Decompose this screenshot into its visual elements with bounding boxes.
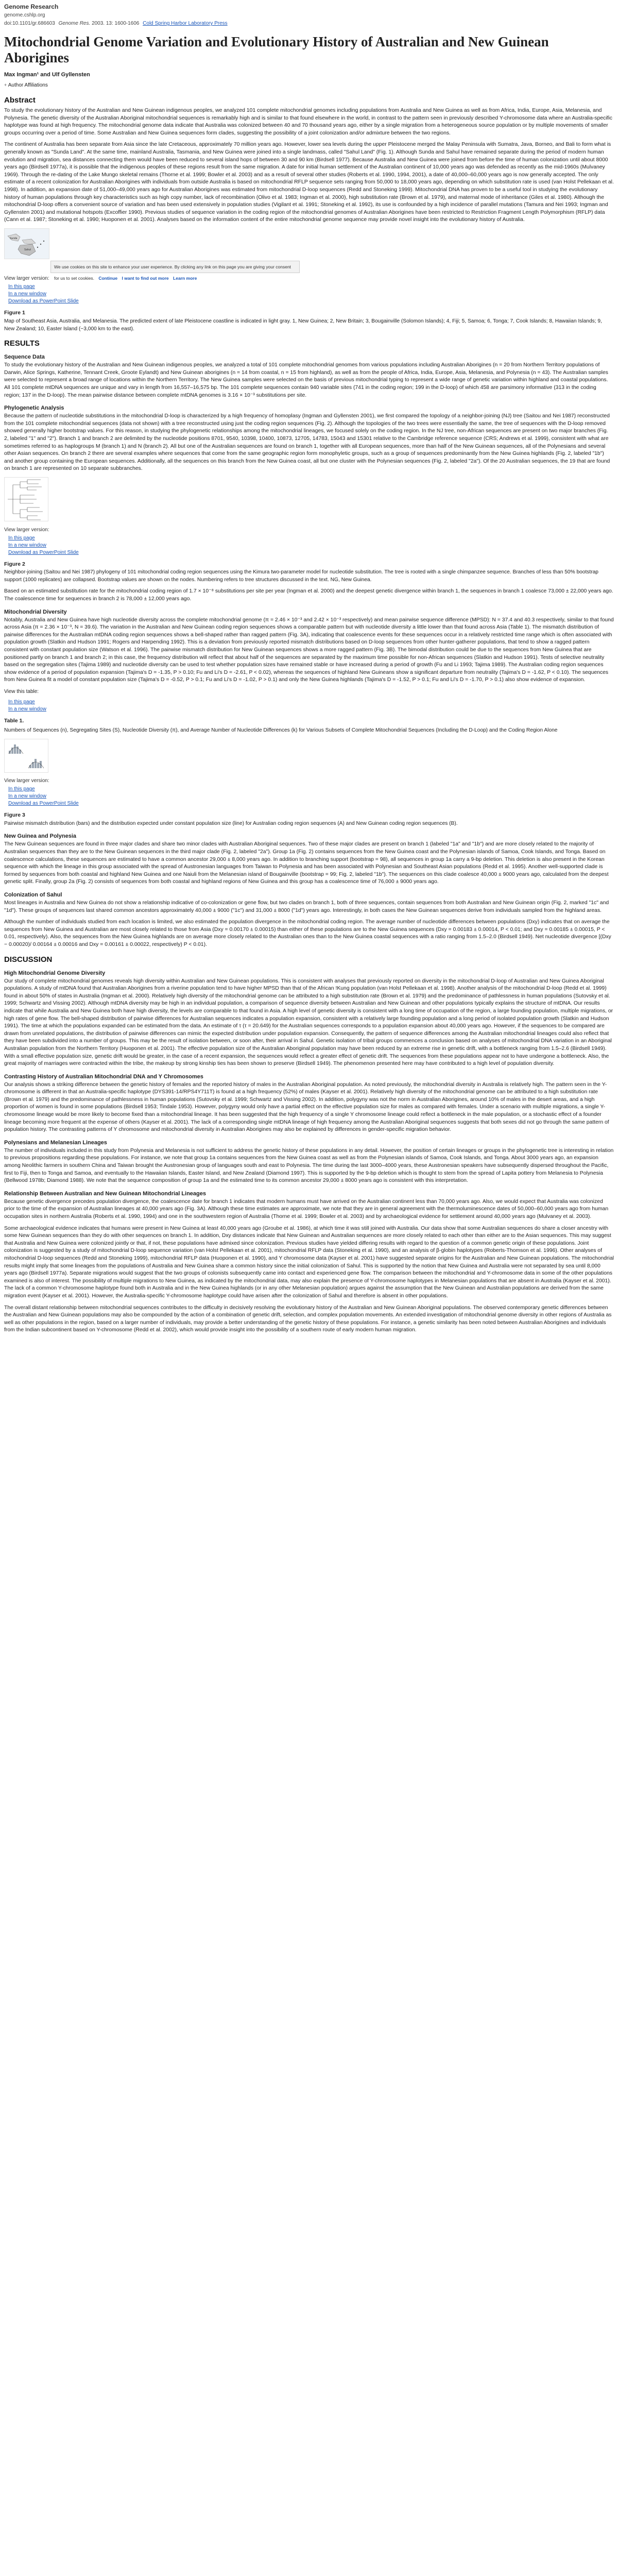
site-url	[4, 12, 614, 20]
author-affiliations-toggle[interactable]	[4, 81, 614, 90]
sequence-data-heading: Sequence Data	[4, 354, 45, 361]
map-label-sunda: Sunda	[10, 236, 18, 240]
relationship-heading: Relationship Between Australian and New Guinean Mitochondrial Lineages	[4, 1190, 206, 1197]
table-1-links	[4, 699, 614, 713]
affiliations-label: Author Affiliations	[8, 82, 48, 89]
map-label-sahul: Sahul	[24, 248, 31, 251]
results-heading: RESULTS	[4, 339, 40, 348]
abstract-heading: Abstract	[4, 95, 36, 105]
doi-text: doi:10.1101/gr.686603	[4, 21, 55, 27]
figure-3-links	[4, 777, 614, 807]
figure-2	[4, 477, 614, 524]
relationship-paragraph-1: Because genetic divergence precedes population divergence, the coalescence date for branch 1 indicates that modern humans must have arrived on the Australian continent less than 70,000 years ago. Also, we would expect that Australia was colonized prior to the time of the expansion of Australian lineages at 40,000 years ago (Fig. 3A). Although these time estimates are approximate, we note that they are in general agreement with the thermoluminescence dates of 50,000–60,000 years ago from human occupation sites in northern Australia (Roberts et al. 1990, 1994) and one in the southwestern region of Australia (Thorne et al. 1999; Bowler et al. 2003) and by archaeological evidence for settlement around 40,000 years ago (Mulvaney et al. 2003).	[4, 1198, 609, 1219]
journal-abbrev: Genome Res.	[58, 21, 91, 27]
cookie-find-out-more-link[interactable]: I want to find out more	[122, 276, 169, 281]
figure-2-links	[4, 527, 614, 556]
new-guinea-polynesia-paragraph: The New Guinean sequences are found in three major clades and share two minor clades with Australian Aboriginal sequences. Two of these major clades are present on branch 1 (labeled "1a" and "1b") and are more closely related to the majority of Australian sequences than they are to the New Guinean sequences in the third major clade (Fig. 2, labeled "2a"). Group 1a (Fig. 2) contains sequences from the New Guinea coast and the Polynesian islands of Samoa, Cook Islands, and Tonga. Based on coalescence calculations, these sequences are estimated to have a common ancestor 29,000 ± 8,000 years ago. In addition to branching support (bootstrap = 98), all sequences in group 1a carry a 9-bp deletion. This deletion is also present in the Korean sequence with which the lineage in this group associated with the spread of Austronesian languages from Taiwan to Polynesia and has been associated with Polynesian and Southeast Asian populations (Redd et al. 1995). Another well-supported clade is formed by sequences from both coastal and highland New Guinea and one Naiuli from the Melanesian island of Bougainville (bootstrap = 99; Fig. 2, labeled "1b"). The sequences on this clade coalesce 40,000 ± 9000 years ago, calculated from the deepest genetic split. Finally, group 2a (Fig. 2) consists of sequences from both coastal and highland regions of New Guinea and this group has a coalescence time of 76,000 ± 9000 years ago.	[4, 841, 609, 885]
cookie-learn-more-link[interactable]: Learn more	[173, 276, 197, 281]
table-1-new-window-link[interactable]: In a new window	[8, 706, 46, 713]
colonization-sahul-paragraph-2: Although the number of individuals studied from each location is limited, we also estimated the population divergence in the mitochondrial coding region. The average number of nucleotide differences between populations (Dxy) indicates that on average the sequences from New Guinea and Australian are most closely related to those from Asia (Dxy = 0.00170 ± 0.00015) than either of these populations are to the New Guinea sequences (Dxy = 0.00183 ± 0.00014, P < 0.01; and Dxy = 0.00185 ± 0.00015, P < 0.01, respectively). Also, the sequences from the New Guinea highlands are on average more closely related to the Australian ones than to the New Guinea coastal sequences with a ratio ranging from 1.5–2.0 (Birdsell 1949). Net nucleotide divergence [(Dxy − 0.00020)/ 0.00164 ± 0.00016 and Dxy = 0.00161 ± 0.00022, respectively) P < 0.01).	[4, 919, 611, 947]
figure-3	[4, 739, 614, 776]
cookie-banner-text: We use cookies on this site to enhance your user experience. By clicking any link on this page you are giving your consent for us to set cookies.	[54, 264, 291, 281]
mitochondrial-diversity-heading: Mitochondrial Diversity	[4, 608, 67, 615]
colonization-sahul-paragraph-1: Most lineages in Australia and New Guinea do not show a relationship indicative of co-colonization or gene flow, but two clades on branch 1, both of three sequences, contain sequences from both Australian and New Guinean origin (Fig. 2, marked "1c" and "1d"). These groups of sequences last shared common ancestors approximately 40,000 ± 9000 ("1c") and 31,000 ± 8000 ("1d") years ago. Interestingly, in both cases the New Guinean sequences derive from individuals sampled from the highland areas.	[4, 900, 609, 913]
phylogenetic-analysis-paragraph: Because the pattern of nucleotide substitutions in the mitochondrial D-loop is characterized by a high frequency of homoplasy (Ingman and Gyllensten 2001), we first compared the topology of a neighbor-joining (NJ) tree (Saitou and Nei 1987) reconstructed from the 101 complete mitochondrial sequences (data not shown) with a tree reconstructed using just the coding region sequences (Fig. 2). Although the topologies of the two trees were essentially the same, the tree of sequences with the D-loop removed showed generally higher bootstrap values. For this reason, in studying the phylogenetic relationships among the mitochondrial lineages, we focused solely on the coding region. In the NJ tree, non-African sequences are present on two major branches (Fig. 2, labeled "1" and "2"). Branch 1 and branch 2 are delimited by the nucleotide positions 8701, 9540, 10398, 10400, 10873, 12705, 14783, 15043 and 15301 relative to the Cambridge reference sequence (CRS; Andrews et al. 1999), consistent with what are sometimes referred to as haplogroups M (branch 1) and N (branch 2). All but one of the Australian sequences are found on branch 1, together with all European sequences, more than half of the New Guinean sequences, all of the Polynesians and several other Asian sequences. On branch 2 there are several examples where sequences that come from the same geographic region form monophyletic groups, such as a group of sequences predominantly from the New Guinea highlands (Fig. 2, labeled "1b") and another group containing the European sequences. Additionally, all the sequences on this branch from the New Guinea coast, all but one cluster with the Polynesian sequences (Fig. 2, labeled "2a"). Of the 20 Australian sequences, the 19 that are found on branch 1 are represented on 10 separate subbranches.	[4, 413, 610, 472]
figure-3-title: Figure 3	[4, 812, 25, 819]
article-title: Mitochondrial Genome Variation and Evolutionary History of Australian and New Guinean Aborigines	[4, 33, 549, 65]
abstract-paragraph: To study the evolutionary history of the Australian and New Guinean indigenous peoples, we analyzed 101 complete mitochondrial genomes including populations from Australia and New Guinea as well as from Africa, India, Europe, Asia, Melanesia, and Polynesia. The genetic diversity of the Australian Aboriginal mitochondrial sequences is remarkably high and is similar to that found elsewhere in the world, in contrast to the pattern seen in previously described Y-chromosome data where an Australia-specific haplotype was found at high frequency. The mitochondrial genome data indicate that Australia was colonized between 40 and 70 thousand years ago, either by a single migration from a heterogeneous source population or by multiple movements of smaller groups occurring over a period of time. Some Australian and New Guinea sequences form clades, suggesting the possibility of a joint colonization and/or admixture between the two regions.	[4, 107, 612, 136]
table-1-caption: Numbers of Sequences (n), Segregating Sites (S), Nucleotide Diversity (π), and Average Number of Nucleotide Differences (k) for Various Subsets of Complete Mitochondrial Sequences (Including the D-Loop) and the Coding Region Alone	[4, 727, 558, 734]
high-diversity-paragraph: Our study of complete mitochondrial genomes reveals high diversity within Australian and New Guinean populations. This is consistent with analyses that previously reported on diversity in the mitochondrial D-loop of Australian and New Guinea Aboriginal populations. A study of mtDNA found that Australian Aborigines from a riverine population tend to have higher MPSD than that of the African !Kung population (van Holst Pellekaan et al. 1998). Another analysis of the mitochondrial D-loop (Redd et al. 1999) found in about 50% of states in Australia (Ingman et al. 2000). Relatively high diversity of the mitochondrial genome can be attributed to a high substitution rate (Brown et al. 1979) and the predominance of pathlessness in human populations (Sutovsky et al. 1999; Schwartz and Vissing 2002). Although mtDNA diversity may be high in an individual population, a comparison of sequence diversity between Australian and New Guinean and other populations typically explains the structure of mtDNA. Our results indicate that while Australia and New Guinea both have high diversity, the levels are comparable to that found in Asia. A high level of genetic diversity is consistent with a long time of occupation of the region, a large founding population, multiple migrations, or high rates of gene flow. The bell-shaped distribution of pairwise differences for Australian sequences indicates a population expansion, consistent with a relatively large founding population and a long period of isolated population growth (Slatkin and Hudson 1991). The time at which the populations expanded can be estimated from the data. An estimate of τ (τ = 20.649) for the Australian sequences corresponds to a population expansion about 40,000 years ago. However, if the sequences to be compared are drawn from unrelated populations, the distribution of pairwise differences can mimic the expected distribution under population expansion. Consequently, the pattern of sequence differences among the Australian mitochondrial lineages could also reflect that they have been subdivided into a number of groups. This may be the result of isolation between, or soon after, their arrival in Sahul. Genetic isolation of tribal groups commences a conclusion based on analyses of mitochondrial DNA variation in an Aboriginal Australian population from the Northern Territory (Huoponen et al. 2001). The effective population size of the Australian Aboriginal population may have been reduced by an extreme rise in genetic drift, with a bottleneck ranging from 1.5–2.6 (Birdsell 1949). With a small effective population size, genetic drift would be greater, in the case of a recent expansion, the sequences would reflect a greater effect of genetic drift. The sequences from these populations appear not to have undergone a bottleneck. Also, the great majority of marriages were contracted within the tribe, the makeup by strong kinship ties has been shown to preserve (Birdsell 1949). The phenomenon presented here may have contributed to a high level of population diversity.	[4, 978, 613, 1067]
relationship-paragraph-2: Some archaeological evidence indicates that humans were present in New Guinea at least 40,000 years ago (Groube et al. 1986), at which time it was still joined with Australia. Our data show that some Australian sequences do share a closer ancestry with some New Guinean sequences than they do with other sequences on branch 1. In addition, Dxy distances indicate that New Guinean and Australian sequences are more closely related to each other than either are to the Asian sequences. This may suggest that Australia and New Guinea were colonized jointly or that, if not, these populations have admixed since colonization. Previous studies have yielded differing results with regard to the question of a common genetic origin of these populations. Joint colonization is suggested by a study of mitochondrial D-loop sequence variation (van Holst Pellekaan et al. 2001), mitochondrial RFLP data (Stoneking et al. 1990), and an analysis of β-globin haplotypes (Roberts-Thomson et al. 1996). Other analyses of mitochondrial D-loop sequences (Redd and Stoneking 1999), mitochondrial RFLP data (Huoponen et al. 1990), and Y chromosome data (Kayser et al. 2001) have suggested separate origins for the Australian and New Guinean populations. The mitochondrial results might imply that some lineages from the populations of Australia and New Guinea share a common history since the initial colonization of Sahul. This is supported by the notion that New Guinea and Australia were not separated by sea until 8,000 years ago (Birdsell 1977a). Separate migrations would suggest that the two groups of colonists subsequently came into contact and experienced gene flow. The comparison between the mitochondrial and Y-chromosome data in some of the other populations examined is also of interest. The possibility of multiple migrations to New Guinea, as indicated by the mitochondrial data, may also explain the presence of Y-chromosome haplotypes in Melanesian populations that are absent in Australia (Kayser et al. 2001). The lack of a common Y-chromosome haplotype found both in Australia and in the New Guinea highlands (or in any other Melanesian population) argues against the assumption that the New Guinean and Australian populations are derived from the same migration event (Kayser et al. 2001). However, the Australia-specific Y-chromosome haplotype could have arisen after the colonization of Sahul and therefore is absent in other populations.	[4, 1225, 614, 1299]
relationship-paragraph-3: The overall distant relationship between mitochondrial sequences contributes to the difficulty in decisively resolving the evolutionary history of the Australian and New Guinean Aboriginal populations. The observed contemporary genetic differences between the Australian and New Guinean populations may also be compounded by the action of a combination of genetic drift, selection, and complex population movements. An extended investigation of mitochondrial genome diversity in other regions of Australia as well as other populations in the region, based on a larger number of individuals, may provide a better understanding of the genetic history of these populations. For instance, a genetic similarity has been noted between Australian Aborigines and individuals from the Indian subcontinent based on Y-chromosome (Redd et al. 2002), which would provide insight into the possibility of a southern route of early modern human migration.	[4, 1304, 612, 1333]
figure-1-map-image[interactable]	[4, 228, 49, 259]
polynesians-paragraph: The number of individuals included in this study from Polynesia and Melanesia is not sufficient to address the genetic history of these populations in any detail. However, the position of certain lineages or groups in the phylogenetic tree is interesting in relation to previous propositions regarding these populations. For instance, we note that group 1a contains sequences from the New Guinea coast as well as from the Polynesian islands of Samoa, Cook Islands, and Tonga. About 3000 years ago, an expansion among Neolithic farmers in southern China and Taiwan brought the Austronesian group of languages south and east to Polynesia. The time during the last 3000–4000 years, these Austronesian speakers have subsequently dispersed throughout the Pacific, first to Fiji, then to Tonga and Samoa, and eventually to the Hawaiian Islands, Easter Island, and New Zealand (Diamond 1997). This is supported by the 9-bp deletion which is thought to stem from the spread of Lapita pottery from Melanesia to Polynesia (Bellwood 1978b; Diamond 1988). We note that the sequence composition of group 1a and the estimated time to its common ancestor 29,000 ± 8000 years ago is consistent with this interpretation.	[4, 1147, 614, 1184]
new-guinea-polynesia-heading: New Guinea and Polynesia	[4, 833, 76, 840]
figure-2-caption: Neighbor-joining (Saitou and Nei 1987) phylogeny of 101 mitochondrial coding region sequences using the Kimura two-parameter model for nucleotide substitution. The tree is rooted with a single chimpanzee sequence. Branches of less than 50% bootstrap support (1000 replicates) are collapsed. Bootstrap values are shown on the nodes. Numbering refers to tree structures discussed in the text. NG, New Guinea.	[4, 569, 598, 583]
copyright-link[interactable]: Cold Spring Harbor Laboratory Press	[143, 21, 228, 27]
chevron-right-icon: +	[4, 82, 8, 88]
table-1-view-row	[4, 688, 614, 696]
site-url-text[interactable]: genome.cshlp.org	[4, 12, 45, 18]
phylogenetic-analysis-heading: Phylogenetic Analysis	[4, 405, 64, 412]
colonization-sahul-heading: Colonization of Sahul	[4, 892, 62, 898]
figure-1-new-window-link[interactable]: In a new window	[8, 291, 46, 297]
mitochondrial-diversity-paragraph: Notably, Australia and New Guinea have high nucleotide diversity across the complete mitochondrial genome (π = 2.46 × 10⁻³ and 2.42 × 10⁻³ respectively) and mean pairwise sequence difference (MPSD): N = 37.4 and 40.3 respectively, similar to that found across Asia (π = 2.36 × 10⁻³, N = 39.6). The variation in the Australian and New Guinean coding region sequences shows a comparable pattern but with nucleotide diversity a little lower than that found across Asia (Table 1). The mismatch distribution of pairwise differences for the Australian mtDNA coding region sequences shows a bell-shaped rather than ragged pattern (Fig. 3A), indicating that coalescence events for these sequences occur in a relatively restricted time range which is often associated with population growth (Slatkin and Hudson 1991; Rogers and Harpending 1992). This is a deviation from previously reported mismatch distributions based on D-loop sequences from other hunter-gatherer populations, that tend to show a ragged pattern consistent with constant population size (Watson et al. 1996). The pairwise mismatch distribution for New Guinean sequences shows a more ragged pattern (Fig. 3B). The bimodal distribution could be due to the sequences from New Guinea that are positioned partly on branch 1 and branch 2; in this case, the frequency distribution will reflect that about half of the sequences are separated by the maximum time possible for non-African sequences (Slatkin and Hudson 1991). Tests of selective neutrality based on the segregation sites (Tajima 1989) and nucleotide diversity can be used to test whether population sizes have remained stable or have increased during a period of growth (Fu and Li 1993; Tajima 1989). The Australian coding region sequences show evidence of a period of population expansion (Tajima's D = -1.35, P > 0.10; Fu and Li's D = -2.61, P < 0.02), whereas the sequences of highland New Guineans show a significant departure from neutrality (Tajima's D = -1.62, P < 0.10). The sequences from New Guinea fit a model of constant population size (Tajima's D = -0.52, P > 0.1; Fu and Li's D = -1.02, P > 0.1) and only the New Guinea highlands (Tajima's D = -1.52, P > 0.1; Fu and Li's D = -1.70, P > 0.1) also show evidence of expansion.	[4, 617, 614, 683]
view-larger-label: View larger version:	[4, 276, 49, 282]
cookie-banner	[50, 261, 300, 281]
sequence-data-paragraph: To study the evolutionary history of the Australian and New Guinean indigenous peoples, we analyzed a total of 101 complete mitochondrial genomes from various populations including Australian Aborigines (n = 20 from Northern Territory populations of Darwin, Alice Springs, Katherine, Tennant Creek, Groote Eylandt) and New Guinean aborigines (n = 14 from coastal, n = 15 from highland), as well as from the people of Africa, India, Europe, Asia, Melanesia, and Polynesia (n = 43). The Australian samples were selected to represent a broad range of locations within the Northern Territory. The New Guinea samples were selected on the basis of previous mitochondrial typing to represent a wide range of genetic variation within highland and coastal populations. All 101 complete mtDNA sequences are unique and vary in length from 16,557–16,575 bp. The 101 complete sequences contain 940 variable sites (741 in the coding region; 199 in the D-loop) of which 458 are parsimony informative (313 in the coding region; 137 in the D-loop). The mean pairwise distance between complete mtDNA genomes is 3.16 × 10⁻³ substitutions per site.	[4, 362, 608, 398]
figure-2-new-window-link[interactable]: In a new window	[8, 542, 46, 548]
figure-2-title: Figure 2	[4, 561, 25, 567]
figure-3-mismatch-image[interactable]	[4, 739, 48, 773]
table-1-in-page-link[interactable]: In this page	[8, 699, 35, 705]
contrasting-history-paragraph: Our analysis shows a striking difference between the genetic history of females and the reported history of males in the Australian Aboriginal population. As noted previously, the mitochondrial diversity in Australia is relatively high. The pattern seen in the Y-chromosome is different in that an Australia-specific haplotype (DYS391-14/RPS4Y711T) is found at a high frequency (52%) of males (Kayser et al. 2001). Relatively high diversity of the mitochondrial genome can be attributed to a high substitution rate (Brown et al. 1979) and the predominance of pathlessness in human populations (Sutovsky et al. 1999; Schwartz and Vissing 2002). In addition, polygyny was not the norm in Australian Aborigines, around 10% of males in the desert areas, and a high proportion of women is found in some populations (Birdsell 1953; Tindale 1953). However, polygyny would only have a partial effect on the effective population size for males as compared with females. Under a scenario with multiple migrations, a single Y-chromosome lineage would be more likely to become fixed than a mitochondrial lineage. It has been suggested that the high frequency of a single Y chromosome lineage could reflect a bottleneck in the male population, or a stochastic effect of a founder lineage becoming more frequent at the expense of others (Kayser et al. 2001). The lack of a corresponding single mtDNA lineage of high frequency among the Australian Aboriginal sequences suggests that both sexes did not go through the same pattern of population history. The contrasting patterns of Y chromosome and mitochondrial diversity in Australian Aborigines may also be explained by differences in gender-specific migration behavior.	[4, 1081, 609, 1133]
figure-1-in-page-link[interactable]: In this page	[8, 284, 35, 290]
figure-3-ppt-link[interactable]: Download as PowerPoint Slide	[8, 801, 79, 807]
view-larger-label: View larger version:	[4, 527, 49, 533]
figure-3-new-window-link[interactable]: In a new window	[8, 793, 46, 800]
author-list[interactable]: Max Ingman¹ and Ulf Gyllensten	[4, 71, 90, 78]
contrasting-history-heading: Contrasting History of Australian Mitochondrial DNA and Y Chromosomes	[4, 1073, 203, 1080]
high-diversity-heading: High Mitochondrial Genome Diversity	[4, 970, 106, 976]
journal-brand[interactable]: Genome Research	[4, 3, 59, 10]
table-1-title: Table 1.	[4, 718, 24, 724]
figure-1-title: Figure 1	[4, 310, 25, 316]
coalescence-paragraph: Based on an estimated substitution rate for the mitochondrial coding region of 1.7 × 10⁻⁸ substitutions per site per year (Ingman et al. 2000) and the deepest genetic divergence within branch 1, the sequences in branch 1 coalesce 73,000 ± 22,000 years ago. The coalescence time for sequences in branch 2 is 78,000 ± 12,000 years ago.	[4, 588, 613, 602]
figure-1-caption: Map of Southeast Asia, Australia, and Melanesia. The predicted extent of late Pleistocene coastline is indicated in light gray. 1, New Guinea; 2, New Britain; 3, Bougainville (Solomon Islands); 4, Fiji; 5, Samoa; 6, Tonga; 7, Cook Islands; 8, Hawaiian Islands; 9, New Zealand; 10, Easter Island (~3,000 km to the east).	[4, 318, 602, 332]
doi-line	[4, 20, 614, 28]
discussion-heading: DISCUSSION	[4, 955, 53, 964]
view-table-label: View this table:	[4, 688, 39, 694]
view-larger-label: View larger version:	[4, 778, 49, 784]
figure-3-in-page-link[interactable]: In this page	[8, 786, 35, 792]
figure-2-ppt-link[interactable]: Download as PowerPoint Slide	[8, 549, 79, 555]
figure-2-in-page-link[interactable]: In this page	[8, 535, 35, 541]
citation-text: 2003. 13: 1600-1606	[92, 21, 140, 27]
figure-1-ppt-link[interactable]: Download as PowerPoint Slide	[8, 298, 79, 304]
figure-3-caption: Pairwise mismatch distribution (bars) and the distribution expected under constant population size (line) for Australian coding region sequences (A) and New Guinean coding region sequences (B).	[4, 820, 458, 826]
figure-2-tree-image[interactable]	[4, 477, 48, 521]
cookie-continue-button[interactable]: Continue	[98, 276, 118, 281]
polynesians-heading: Polynesians and Melanesian Lineages	[4, 1139, 107, 1146]
intro-paragraph: The continent of Australia has been separate from Asia since the late Cretaceous, approximately 70 million years ago. However, lower sea levels during the upper Pleistocene merged the Malay Peninsula with Sumatra, Java, Borneo, and Bali to form what is generally known as "Sunda Land". At the same time, mainland Australia, Tasmania, and New Guinea were joined into a single landmass, called "Sahul Land" (Fig. 1). Although Sunda and Sahul have remained separate during the period of modern human evolution and migration, sea distances connecting them would have been reduced to several island hops of between 30 and 90 km (Birdsell 1977). Because Australia and New Guinea were joined from before the time of human colonization until about 8000 years ago (Birdsell 1977a), it is possible that the indigenous peoples of these regions result from the same migration. A date for initial human settlement of the Australian continent of 10,000 years ago was defended as recently as the mid-1960s (Mulvaney 1969). Through the re-dating of the Lake Mungo skeletal remains (Thorne et al. 1999; Bowler et al. 2003) and as a result of several other studies (Roberts et al. 1990, 1994, 2001), a date of 40,000–60,000 years ago is now generally accepted. The only estimate of a recent colonization for Australian Aborigines with individuals from outside Australia is based on mitochondrial RFLP sequence sets ranging from 50,000 to 18,000 years ago, depending on which substitution rate is used (van Holst Pellekaan et al. 1998). In addition, an expansion date of 51,000–49,000 years ago for Australian Aborigines was estimated from mitochondrial D-loop sequences (Redd and Stoneking 1999). Mitochondrial DNA has proven to be a useful tool in studying the evolutionary history of human populations through key characteristics such as high copy number, lack of recombination (Olivo et al. 1983; Ingman et al. 2000), high substitution rate (Brown et al. 1979), and maternal mode of inheritance (Giles et al. 1980). Although the mitochondrial D-loop offers a convenient source of variation and has been used extensively in population studies (Vigilant et al. 1991; Stoneking et al. 1992), its use is confounded by a high incidence of parallel mutations (Tamura and Nei 1993; Ingman and Gyllensten 2001) and mutational hotspots (Excoffier 1990). Previous studies of sequence variation in the coding region of the mitochondrial genomes of Australian Aborigines have been restricted to Restriction Fragment Length Polymorphism (RFLP) data (Cann et al. 1987; Stoneking et al. 1990; Huoponen et al. 2001). Analyses based on the information content of the entire mitochondrial genome sequence may provide novel insight into the evolutionary history of Australia.	[4, 142, 614, 223]
